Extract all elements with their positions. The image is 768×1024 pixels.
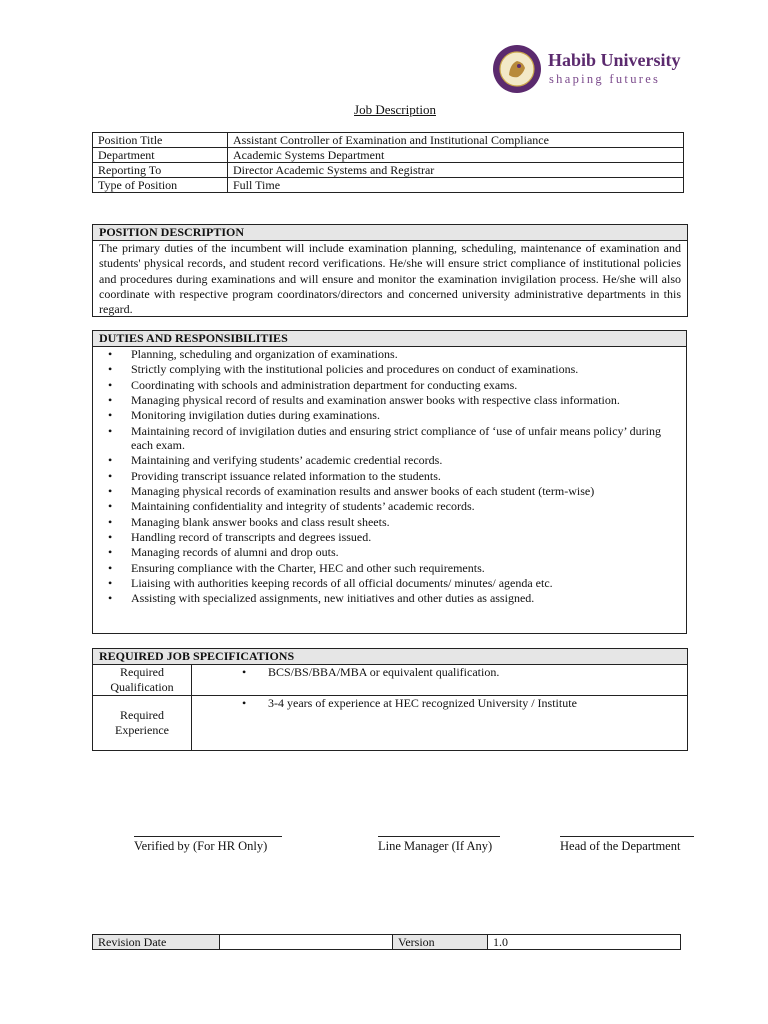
bullet-icon: • [108, 514, 113, 529]
row-label: Department [93, 148, 228, 163]
signature-hr [134, 826, 282, 854]
revision-date-label: Revision Date [93, 935, 220, 950]
list-item: • Coordinating with schools and administration department for conducting exams. [108, 377, 518, 392]
list-item: • Managing physical records of examination results and answer books of each student (term-wise) [108, 484, 595, 499]
position-description-text: The primary duties of the incumbent will include examination planning, scheduling, maintenance of examination and students' physical records, and student record verifications. He/she will ensure strict compliance of institutional policies and procedures during examinations and will ensure and monitor the examination invigilation process. He/she will also coordinate with respective program coordinators/directors and concerned university administrative departments in this regard. [99, 241, 681, 317]
position-description-section [92, 224, 688, 317]
bullet-icon: • [108, 530, 113, 545]
bullet-icon: • [108, 393, 113, 408]
signature-head-of-department [560, 826, 694, 854]
row-value: • 3-4 years of experience at HEC recognized University / Institute [192, 696, 688, 751]
duties-section [92, 330, 687, 634]
list-item: • Providing transcript issuance related information to the students. [108, 468, 441, 483]
bullet-icon: • [108, 408, 113, 423]
signature-line [134, 826, 282, 837]
list-item: • Managing physical record of results and examination answer books with respective class information. [108, 393, 620, 408]
row-value: Assistant Controller of Examination and Institutional Compliance [228, 133, 684, 148]
revision-date-value [220, 935, 393, 950]
university-seal-icon [492, 44, 542, 94]
logo-tagline: shaping futures [549, 72, 661, 86]
table-row [93, 665, 688, 696]
row-value: • BCS/BS/BBA/MBA or equivalent qualification. [192, 665, 688, 696]
list-item: • Managing blank answer books and class result sheets. [108, 514, 390, 529]
bullet-icon: • [108, 423, 113, 438]
bullet-icon: • [108, 347, 113, 361]
list-item: • Maintaining confidentiality and integrity of students’ academic records. [108, 499, 475, 514]
list-item: • Maintaining and verifying students’ academic credential records. [108, 453, 443, 468]
table-row [93, 178, 684, 193]
bullet-icon: • [108, 576, 113, 591]
row-value: Director Academic Systems and Registrar [228, 163, 684, 178]
row-label: Required Experience [93, 696, 192, 751]
list-item: • Managing records of alumni and drop outs. [108, 545, 339, 560]
list-item: • Assisting with specialized assignments, new initiatives and other duties as assigned. [108, 591, 535, 606]
bullet-icon: • [108, 468, 113, 483]
row-label: Required Qualification [93, 665, 192, 696]
job-specifications-table [92, 648, 688, 751]
university-logo [492, 44, 692, 96]
bullet-icon: • [108, 362, 113, 377]
row-label: Position Title [93, 133, 228, 148]
list-item: • Strictly complying with the institutional policies and procedures on conduct of examinations. [108, 362, 579, 377]
list-item: • Monitoring invigilation duties during examinations. [108, 408, 380, 423]
bullet-icon: • [108, 484, 113, 499]
bullet-icon: • [108, 591, 113, 606]
table-header-row [93, 649, 688, 665]
bullet-icon: • [108, 545, 113, 560]
table-row [93, 696, 688, 751]
bullet-icon: • [242, 696, 247, 710]
table-row [93, 148, 684, 163]
row-value: Academic Systems Department [228, 148, 684, 163]
revision-table [92, 934, 681, 950]
version-value: 1.0 [488, 935, 681, 950]
bullet-icon: • [108, 453, 113, 468]
row-value: Full Time [228, 178, 684, 193]
list-item: • Ensuring compliance with the Charter, HEC and other such requirements. [108, 560, 485, 575]
list-item: • Planning, scheduling and organization of examinations. [108, 347, 398, 361]
signature-line [378, 826, 500, 837]
section-heading: POSITION DESCRIPTION [93, 225, 687, 241]
section-heading: DUTIES AND RESPONSIBILITIES [93, 331, 686, 347]
signature-line [560, 826, 694, 837]
row-label: Reporting To [93, 163, 228, 178]
bullet-icon: • [108, 560, 113, 575]
bullet-icon: • [108, 377, 113, 392]
section-heading: REQUIRED JOB SPECIFICATIONS [93, 649, 688, 665]
bullet-icon: • [242, 665, 247, 679]
signature-label: Head of the Department [560, 839, 681, 853]
bullet-icon: • [108, 499, 113, 514]
list-item: • Handling record of transcripts and degrees issued. [108, 530, 372, 545]
list-item: • Maintaining record of invigilation duties and ensuring strict compliance of ‘use of unfair means policy’ during each exam. [108, 423, 661, 453]
signature-label: Verified by (For HR Only) [134, 839, 268, 853]
list-item: • Liaising with authorities keeping records of all official documents/ minutes/ agenda etc. [108, 576, 553, 591]
document-title: Job Description [354, 102, 436, 117]
signature-label: Line Manager (If Any) [378, 839, 493, 853]
duties-list [93, 347, 686, 606]
table-row [93, 133, 684, 148]
signature-line-manager [378, 826, 500, 854]
row-label: Type of Position [93, 178, 228, 193]
table-row [93, 935, 681, 950]
table-row [93, 163, 684, 178]
logo-wordmark: Habib University [548, 50, 681, 70]
position-info-table [92, 132, 684, 193]
version-label: Version [393, 935, 488, 950]
